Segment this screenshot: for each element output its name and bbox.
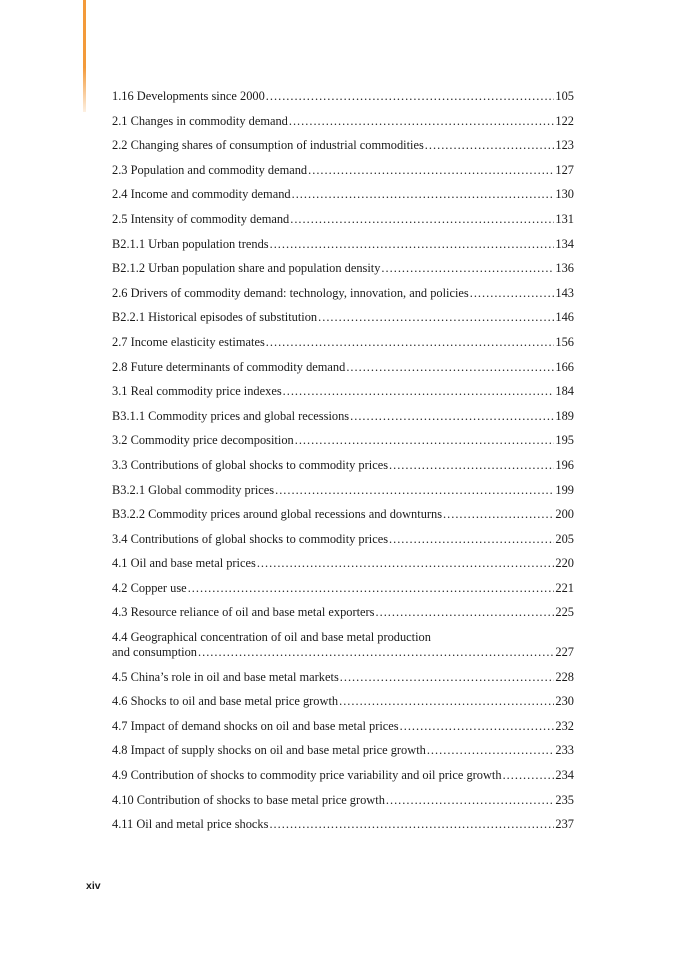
toc-entry-label-continued: and consumption <box>112 645 198 660</box>
toc-entry-page: 205 <box>555 531 574 546</box>
dot-leader <box>400 719 555 734</box>
toc-entry[interactable] <box>112 694 574 709</box>
toc-entry-page: 122 <box>555 113 574 128</box>
toc-entry-label: 3.3 Contributions of global shocks to commodity prices <box>112 457 389 472</box>
toc-entry-page: 220 <box>555 556 574 571</box>
dot-leader <box>289 114 555 129</box>
toc-entry[interactable] <box>112 310 574 325</box>
toc-entry[interactable] <box>112 793 574 808</box>
toc-entry-page: 134 <box>555 236 574 251</box>
toc-entry-page: 200 <box>555 507 574 522</box>
toc-entry-page: 227 <box>555 645 574 660</box>
toc-entry-page: 237 <box>555 817 574 832</box>
toc-entry[interactable] <box>112 556 574 571</box>
toc-entry-label: 4.9 Contribution of shocks to commodity price variability and oil price growth <box>112 768 502 783</box>
dot-leader <box>470 286 555 301</box>
toc-entry[interactable] <box>112 286 574 301</box>
toc-entry[interactable] <box>112 483 574 498</box>
toc-entry-page: 233 <box>555 743 574 758</box>
toc-entry-label: 3.4 Contributions of global shocks to commodity prices <box>112 531 389 546</box>
toc-entry[interactable] <box>112 507 574 522</box>
dot-leader <box>283 384 555 399</box>
toc-entry-label: 2.6 Drivers of commodity demand: technology, innovation, and policies <box>112 285 469 300</box>
toc-entry-page: 228 <box>555 669 574 684</box>
toc-entry-page: 199 <box>555 482 574 497</box>
toc-entry-page: 105 <box>555 89 574 103</box>
page-number: xiv <box>86 880 101 892</box>
toc-entry[interactable] <box>112 163 574 178</box>
toc-entry-page: 184 <box>555 384 574 399</box>
toc-entry-label: 3.1 Real commodity price indexes <box>112 384 282 399</box>
dot-leader <box>350 409 554 424</box>
dot-leader <box>292 187 555 202</box>
toc-entry-page: 189 <box>555 408 574 423</box>
dot-leader <box>346 360 554 375</box>
toc-entry[interactable] <box>112 817 574 832</box>
toc-entry-page: 234 <box>555 768 574 783</box>
dot-leader <box>269 817 554 832</box>
toc-entry-label: 4.3 Resource reliance of oil and base metal exporters <box>112 605 375 620</box>
dot-leader <box>257 556 555 571</box>
toc-entry[interactable] <box>112 433 574 448</box>
dot-leader <box>275 483 554 498</box>
toc-entry[interactable] <box>112 384 574 399</box>
toc-entry-label: 2.3 Population and commodity demand <box>112 162 308 177</box>
toc-entry-label: 4.1 Oil and base metal prices <box>112 556 256 571</box>
toc-entry-page: 225 <box>555 605 574 620</box>
toc-entry[interactable] <box>112 630 574 660</box>
dot-leader <box>295 433 555 448</box>
toc-entry-page: 131 <box>555 211 574 226</box>
dot-leader <box>318 310 554 325</box>
toc-entry[interactable] <box>112 670 574 685</box>
toc-entry-label: 4.5 China’s role in oil and base metal markets <box>112 669 339 684</box>
toc-entry-page: 127 <box>555 162 574 177</box>
toc-entry-label: 4.7 Impact of demand shocks on oil and base metal prices <box>112 718 399 733</box>
toc-entry[interactable] <box>112 114 574 129</box>
toc-entry[interactable] <box>112 237 574 252</box>
toc-entry[interactable] <box>112 743 574 758</box>
toc-entry-label: 4.4 Geographical concentration of oil and base metal production <box>112 630 431 645</box>
dot-leader <box>376 605 555 620</box>
dot-leader <box>340 670 555 685</box>
dot-leader <box>270 237 555 252</box>
toc-entry[interactable] <box>112 138 574 153</box>
dot-leader <box>308 163 554 178</box>
toc-entry[interactable] <box>112 458 574 473</box>
toc-entry-label: 2.5 Intensity of commodity demand <box>112 211 290 226</box>
dot-leader <box>425 138 555 153</box>
toc-entry-label: 2.8 Future determinants of commodity demand <box>112 359 346 374</box>
toc-entry-page: 166 <box>555 359 574 374</box>
dot-leader <box>266 335 555 350</box>
toc-entry-page: 143 <box>555 285 574 300</box>
toc-entry-page: 123 <box>555 138 574 153</box>
toc-entry-page: 130 <box>555 187 574 202</box>
accent-bar <box>83 0 86 112</box>
toc-entry[interactable] <box>112 89 574 104</box>
dot-leader <box>443 507 554 522</box>
dot-leader <box>188 581 555 596</box>
toc-entry[interactable] <box>112 335 574 350</box>
toc-entry-label: 3.2 Commodity price decomposition <box>112 433 294 448</box>
dot-leader <box>381 261 554 276</box>
toc-entry-page: 136 <box>555 261 574 276</box>
toc-entry[interactable] <box>112 261 574 276</box>
toc-entry-label: 4.8 Impact of supply shocks on oil and base metal price growth <box>112 743 426 758</box>
toc-entry-page: 196 <box>555 457 574 472</box>
toc-entry[interactable] <box>112 605 574 620</box>
toc-entry-label: 2.4 Income and commodity demand <box>112 187 291 202</box>
dot-leader <box>266 89 555 104</box>
toc-entry-label: 4.11 Oil and metal price shocks <box>112 817 269 832</box>
dot-leader <box>290 212 554 227</box>
toc-entry-page: 146 <box>555 310 574 325</box>
toc-entry[interactable] <box>112 768 574 783</box>
toc-entry[interactable] <box>112 360 574 375</box>
dot-leader <box>339 694 554 709</box>
toc-entry-page: 235 <box>555 792 574 807</box>
toc-entry-label: B2.1.1 Urban population trends <box>112 236 269 251</box>
toc-entry[interactable] <box>112 409 574 424</box>
toc-entry-label: 2.2 Changing shares of consumption of industrial commodities <box>112 138 424 153</box>
toc-entry-page: 232 <box>555 718 574 733</box>
list-of-figures <box>112 89 574 842</box>
toc-entry-label: 4.10 Contribution of shocks to base metal price growth <box>112 792 385 807</box>
dot-leader <box>198 645 554 660</box>
toc-entry-label: 2.1 Changes in commodity demand <box>112 113 288 128</box>
dot-leader <box>389 532 554 547</box>
toc-entry-label: B2.2.1 Historical episodes of substitution <box>112 310 318 325</box>
dot-leader <box>386 793 555 808</box>
toc-entry-page: 156 <box>555 334 574 349</box>
toc-entry[interactable] <box>112 532 574 547</box>
toc-entry-page: 221 <box>555 580 574 595</box>
toc-entry[interactable] <box>112 719 574 734</box>
toc-entry-label: B3.2.1 Global commodity prices <box>112 482 275 497</box>
toc-entry-page: 195 <box>555 433 574 448</box>
toc-entry-page: 230 <box>555 694 574 709</box>
toc-entry[interactable] <box>112 187 574 202</box>
toc-entry-label: B2.1.2 Urban population share and population density <box>112 261 381 276</box>
toc-entry-label: 1.16 Developments since 2000 <box>112 89 265 103</box>
toc-entry-label: 4.6 Shocks to oil and base metal price growth <box>112 694 339 709</box>
toc-entry[interactable] <box>112 212 574 227</box>
toc-entry[interactable] <box>112 581 574 596</box>
dot-leader <box>503 768 555 783</box>
toc-entry-label: 2.7 Income elasticity estimates <box>112 334 265 349</box>
dot-leader <box>389 458 554 473</box>
dot-leader <box>427 743 555 758</box>
toc-entry-label: B3.2.2 Commodity prices around global recessions and downturns <box>112 507 443 522</box>
toc-entry-label: 4.2 Copper use <box>112 580 187 595</box>
toc-entry-label: B3.1.1 Commodity prices and global recessions <box>112 408 350 423</box>
